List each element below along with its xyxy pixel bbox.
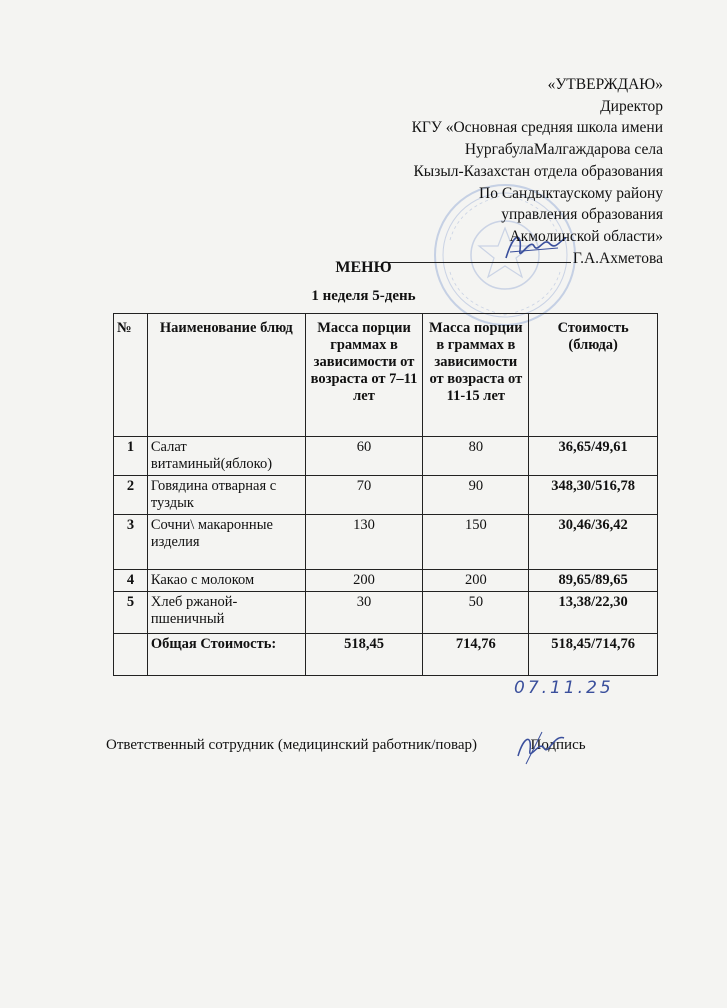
approval-org-line: НургабулаМалгаждарова села — [464, 141, 663, 159]
page-title: МЕНЮ — [335, 259, 392, 276]
mass-7-11: 200 — [305, 570, 423, 592]
dish-name: Какао с молоком — [147, 570, 305, 592]
handwritten-date: 07.11.25 — [514, 678, 614, 698]
mass-7-11: 130 — [305, 515, 423, 570]
column-header: Стоимость (блюда) — [529, 314, 658, 437]
total-row — [114, 634, 658, 676]
row-number: 4 — [114, 570, 148, 592]
column-header: Наименование блюд — [147, 314, 305, 437]
dish-name: Салат витаминый(яблоко) — [147, 437, 305, 476]
total-label: Общая Стоимость: — [147, 634, 305, 676]
approval-heading: «УТВЕРЖДАЮ» — [547, 76, 663, 93]
table-row — [114, 515, 658, 570]
mass-7-11: 30 — [305, 592, 423, 634]
menu-table — [113, 313, 658, 676]
table-header-row — [114, 314, 658, 437]
dish-cost: 348,30/516,78 — [529, 476, 658, 515]
approval-org-line: Акмолинской области» — [509, 227, 663, 245]
row-number: 3 — [114, 515, 148, 570]
approval-position: Директор — [600, 97, 663, 115]
dish-name: Хлеб ржаной-пшеничный — [147, 592, 305, 634]
approval-signatory: Г.А.Ахметова — [572, 249, 663, 267]
approval-org-line: КГУ «Основная средняя школа имени — [411, 119, 663, 137]
mass-11-15: 80 — [423, 437, 529, 476]
approval-org-line: По Сандыктаускому району — [479, 184, 663, 202]
dish-name: Говядина отварная с туздык — [147, 476, 305, 515]
mass-11-15: 200 — [423, 570, 529, 592]
column-header: Масса порции граммах в зависимости от возраста от 7–11 лет — [305, 314, 423, 437]
dish-cost: 30,46/36,42 — [529, 515, 658, 570]
mass-11-15: 90 — [423, 476, 529, 515]
dish-cost: 89,65/89,65 — [529, 570, 658, 592]
signature-label: Подпись — [530, 737, 586, 753]
mass-11-15: 50 — [423, 592, 529, 634]
table-row — [114, 570, 658, 592]
total-mass-7-11: 518,45 — [305, 634, 423, 676]
table-row — [114, 476, 658, 515]
approval-org-line: управления образования — [501, 206, 663, 224]
page-subtitle: 1 неделя 5-день — [311, 288, 416, 304]
table-row — [114, 592, 658, 634]
table-row — [114, 437, 658, 476]
mass-7-11: 70 — [305, 476, 423, 515]
mass-7-11: 60 — [305, 437, 423, 476]
mass-11-15: 150 — [423, 515, 529, 570]
column-header: Масса порции в граммах в зависимости от возраста от 11-15 лет — [423, 314, 529, 437]
dish-cost: 13,38/22,30 — [529, 592, 658, 634]
total-mass-11-15: 714,76 — [423, 634, 529, 676]
approval-org-line: Кызыл-Казахстан отдела образования — [413, 162, 663, 180]
responsible-signature — [512, 728, 570, 768]
dish-cost: 36,65/49,61 — [529, 437, 658, 476]
row-number: 1 — [114, 437, 148, 476]
approval-block — [383, 74, 663, 269]
row-number: 5 — [114, 592, 148, 634]
row-number: 2 — [114, 476, 148, 515]
responsible-label: Ответственный сотрудник (медицинский работник/повар) — [106, 737, 477, 753]
total-cost: 518,45/714,76 — [529, 634, 658, 676]
dish-name: Сочни\ макаронные изделия — [147, 515, 305, 570]
column-header: № — [114, 314, 148, 437]
total-empty-cell — [114, 634, 148, 676]
